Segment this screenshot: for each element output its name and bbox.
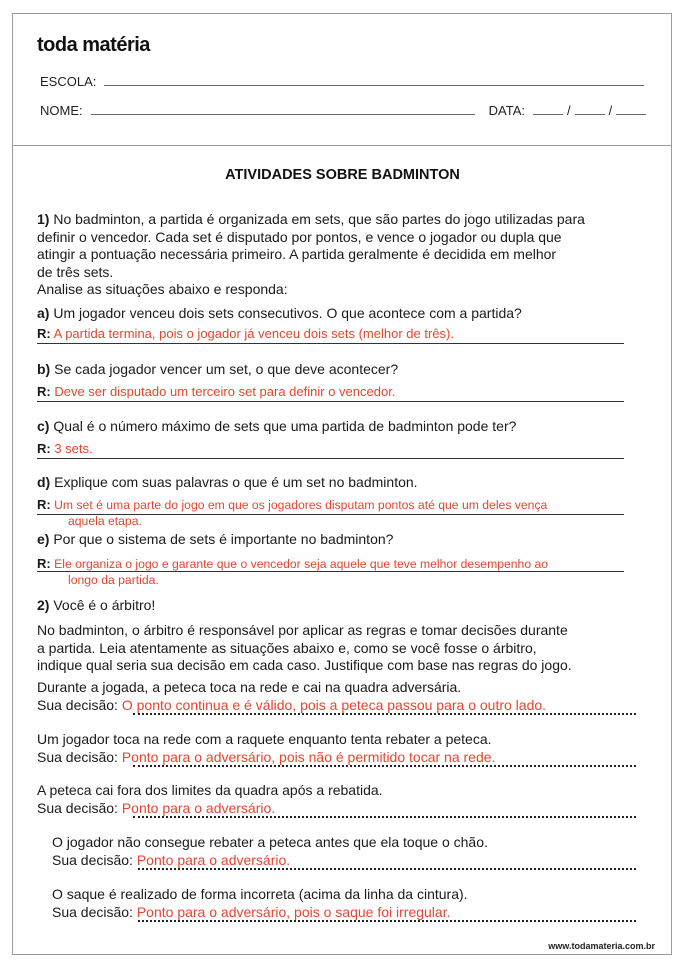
q1-intro-line: de três sets. xyxy=(37,263,114,280)
decision-label: Sua decisão: xyxy=(37,748,118,765)
q2-heading xyxy=(37,597,637,615)
decision-line xyxy=(138,868,636,870)
answer-text: Um set é uma parte do jogo em que os jogadores disputam pontos até que um deles vença xyxy=(54,498,548,512)
date-year-field[interactable] xyxy=(616,114,646,115)
q1-intro-line: atingir a pontuação necessária primeiro. A partida geralmente é decidida em melhor xyxy=(37,246,557,262)
q2-number: 2) xyxy=(37,597,50,613)
situation xyxy=(52,834,652,869)
date-day-field[interactable] xyxy=(533,114,563,115)
decision-text[interactable]: Ponto para o adversário, pois não é permitido tocar na rede. xyxy=(121,748,496,765)
decision-text[interactable]: Ponto para o adversário. xyxy=(121,799,276,816)
answer-line xyxy=(37,343,624,344)
page-title: ATIVIDADES SOBRE BADMINTON xyxy=(225,167,460,183)
answer-prefix: R: xyxy=(37,441,51,456)
q1-number: 1) xyxy=(37,211,50,227)
answer-line xyxy=(37,458,624,459)
date-separator: / xyxy=(608,103,613,118)
decision-label: Sua decisão: xyxy=(52,851,133,868)
q1a-question xyxy=(37,305,637,323)
answer-prefix: R: xyxy=(37,556,51,571)
answer-prefix: R: xyxy=(37,497,51,512)
answer-line xyxy=(37,571,624,572)
situation xyxy=(37,731,637,766)
q1e-answer[interactable] xyxy=(37,556,624,587)
header xyxy=(13,14,671,146)
q1-intro-line: definir o vencedor. Cada set é disputado por pontos, e vence o jogador ou dupla que xyxy=(37,228,562,245)
date-label: DATA: xyxy=(488,103,525,118)
q2-intro xyxy=(37,622,637,675)
answer-line xyxy=(37,401,624,402)
decision-line xyxy=(133,765,636,767)
situation-text: O jogador não consegue rebater a peteca antes que ela toque o chão. xyxy=(52,834,488,850)
situation-text: Durante a jogada, a peteca toca na rede e cai na quadra adversária. xyxy=(37,679,462,695)
footer-url[interactable]: www.todamateria.com.br xyxy=(548,941,655,951)
q1d-question xyxy=(37,474,637,492)
situation xyxy=(37,782,637,817)
q1b-answer[interactable] xyxy=(37,384,624,399)
situation-text: Um jogador toca na rede com a raquete enquanto tenta rebater a peteca. xyxy=(37,731,492,747)
item-question: Explique com suas palavras o que é um set no badminton. xyxy=(54,474,418,490)
decision-label: Sua decisão: xyxy=(37,696,118,713)
q1c-question xyxy=(37,418,637,436)
q2-heading-text: Você é o árbitro! xyxy=(53,597,156,613)
q1d-answer[interactable] xyxy=(37,497,624,528)
name-field[interactable] xyxy=(91,114,475,115)
decision-text[interactable]: O ponto continua e é válido, pois a peteca passou para o outro lado. xyxy=(121,696,547,713)
q1b-question xyxy=(37,361,637,379)
situation-text: O saque é realizado de forma incorreta (acima da linha da cintura). xyxy=(52,886,468,902)
q1c-answer[interactable] xyxy=(37,441,624,456)
decision-text[interactable]: Ponto para o adversário. xyxy=(136,851,291,868)
decision-line xyxy=(138,920,636,922)
answer-prefix: R: xyxy=(37,384,51,399)
school-field[interactable] xyxy=(104,85,644,86)
answer-text-continued: longo da partida. xyxy=(68,573,159,587)
q1-intro xyxy=(37,211,637,299)
decision-text[interactable]: Ponto para o adversário, pois o saque foi irregular. xyxy=(136,903,451,920)
situation xyxy=(52,886,652,921)
item-letter: d) xyxy=(37,474,51,490)
name-date-row xyxy=(40,103,646,118)
item-question: Por que o sistema de sets é importante no badminton? xyxy=(53,531,394,547)
decision-label: Sua decisão: xyxy=(52,903,133,920)
answer-text: Deve ser disputado um terceiro set para definir o vencedor. xyxy=(54,384,396,399)
school-label: ESCOLA: xyxy=(40,74,97,89)
decision-line xyxy=(133,713,636,715)
q2-intro-line: a partida. Leia atentamente as situações abaixo e, como se você fosse o árbitro, xyxy=(37,639,537,656)
q2-intro-line: indique qual seria sua decisão em cada caso. Justifique com base nas regras do jogo. xyxy=(37,657,572,673)
name-label: NOME: xyxy=(40,103,83,118)
answer-text: Ele organiza o jogo e garante que o vencedor seja aquele que teve melhor desempenho ao xyxy=(54,557,549,571)
school-row xyxy=(40,74,644,89)
item-letter: a) xyxy=(37,305,50,321)
answer-text: 3 sets. xyxy=(54,441,93,456)
item-question: Um jogador venceu dois sets consecutivos. O que acontece com a partida? xyxy=(53,305,522,321)
item-letter: c) xyxy=(37,418,50,434)
decision-label: Sua decisão: xyxy=(37,799,118,816)
date-separator: / xyxy=(566,103,571,118)
q1a-answer[interactable] xyxy=(37,326,624,341)
q2-intro-line: No badminton, o árbitro é responsável por aplicar as regras e tomar decisões durante xyxy=(37,622,568,638)
item-letter: e) xyxy=(37,531,50,547)
logo: toda matéria xyxy=(37,34,150,56)
decision-line xyxy=(133,816,636,818)
situation-text: A peteca cai fora dos limites da quadra após a rebatida. xyxy=(37,782,383,798)
item-question: Se cada jogador vencer um set, o que deve acontecer? xyxy=(54,361,399,377)
answer-text-continued: aquela etapa. xyxy=(68,514,142,528)
answer-text: A partida termina, pois o jogador já venceu dois sets (melhor de três). xyxy=(53,326,454,341)
item-letter: b) xyxy=(37,361,51,377)
q1e-question xyxy=(37,531,637,549)
answer-prefix: R: xyxy=(37,326,51,341)
item-question: Qual é o número máximo de sets que uma partida de badminton pode ter? xyxy=(53,418,517,434)
q1-intro-line: No badminton, a partida é organizada em sets, que são partes do jogo utilizadas para xyxy=(53,211,585,227)
date-month-field[interactable] xyxy=(575,114,605,115)
situation xyxy=(37,679,637,714)
q1-instruction: Analise as situações abaixo e responda: xyxy=(37,281,288,297)
